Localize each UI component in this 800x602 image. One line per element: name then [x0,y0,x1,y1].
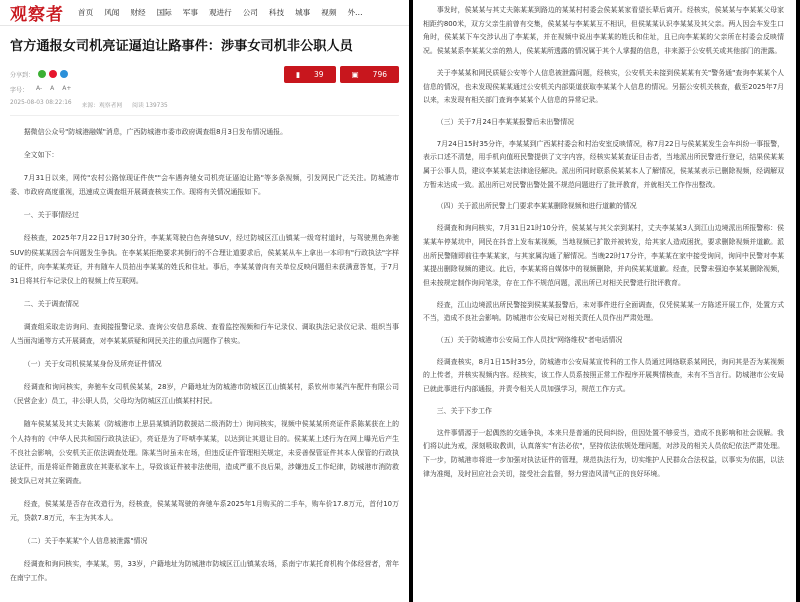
nav-item-company[interactable]: 公司 [242,8,258,17]
share-bar [10,66,399,82]
nav-item-military[interactable]: 军事 [182,8,198,17]
comment-count: 39 [308,68,330,81]
font-smaller-button[interactable]: A- [36,85,43,92]
qq-icon[interactable] [60,70,68,78]
font-size-label: 字号： [10,87,29,94]
paragraph: 经查，江山边境派出所民警接到侯某某报警后，未对事件进行全面调查，仅凭侯某某一方陈述开展工作，处置方式不当，造成不良社会影响。防城港市公安局已对相关责任人员作出严肃处理。 [423,300,784,323]
subsection-heading: （三）关于7月24日李某某报警后未出警情况 [436,117,574,126]
wechat-icon[interactable] [38,70,46,78]
article-body-left [0,125,409,585]
paragraph: 7月24日15时35分许，李某某到广西某村委会和村治安室反映情况，称7月22日与侯某某发生会车纠纷一事报警，表示口述不清楚，用手机向值班民警提供了文字内容，经核实某某查证目击者，当地派出所民警进行登记，结果侯某某属于公事人员，建议李某某走法律途径解决。派出所同时联系侯某某本人了解情况，侯某某表示已删除视频，经调解双方暂未达成一致。派出所已对民警出警处置不规范问题进行了批评教育，并就相关工作作出整改。 [423,139,784,189]
article-meta [10,100,399,116]
publish-date: 2025-08-03 08:22:16 [10,100,72,106]
section-heading: 一、关于事情经过 [23,211,79,220]
paragraph: 全文如下： [23,151,59,160]
subsection-heading: （五）关于防城港市公安局工作人员找"网络维权"者电话情况 [436,336,623,345]
paragraph: 7月31日以来，网传"农村公路惊现证件侠""会车遇奔驰女司机亮证逼迫让路"等多条视频，引发网民广泛关注。防城港市委、市政府高度重视，迅速成立调查组开展调查核实工作。现将有关情况通报如下。 [10,174,399,197]
nav-item-home[interactable]: 首页 [78,8,94,17]
section-heading: 三、关于下步工作 [436,406,492,415]
comment-icon: ▮ [290,68,306,81]
nav-item-tech[interactable]: 科技 [268,8,285,17]
font-size-bar [10,85,399,94]
right-page [413,0,796,602]
paragraph: 据微信公众号"防城港融媒"消息，广西防城港市委市政府调查组8月3日发布情况通报。 [23,128,287,136]
nav-item-international[interactable]: 国际 [156,8,172,17]
subsection-heading: （四）关于派出所民警上门要求李某某删除视频和进行道歉的情况 [436,202,637,211]
paragraph: 关于李某某和网民质疑公安等个人信息被泄露问题，经核实，公安机关未接到侯某某有关"警务通"查询李某某个人信息的情况，也未发现侯某某通过公安机关内部渠道获取李某某个人信息的情况。另据公安机关核查，截至2025年7月以来，未发现有相关部门查询李某某个人信息的异常记录。 [423,68,784,105]
paragraph: 经调查和询问核实，李某某，男，33岁，户籍地址为防城港市防城区江山镇某农场，系南宁市某托育机构个体经营者，常年在南宁工作。 [10,560,399,583]
like-icon: ▣ [346,68,365,81]
font-larger-button[interactable]: A+ [62,85,72,92]
read-count: 阅读 139735 [132,103,168,109]
comment-count-button[interactable] [284,66,336,83]
nav-item-city[interactable]: 城事 [295,8,311,17]
font-normal-button[interactable]: A [50,85,55,92]
paragraph: 经核查，2025年7月22日17时30分许，李某某驾驶白色奔驰SUV，经过防城区江山镇某一级弯村道时，与驾驶黑色奔驰SUV的侯某某因会车问题发生争执。在李某某拒绝要求其倒行的不合理让道要求后，侯某某从车上拿出一本印有"行政执法"字样的证件，向李某某亮证，并有随车人员拍出李某某的姓氏和住址。事后，李某某曾向有关单位反映问题但未获满意答复，于7月31日将其行车记录仪上的视频上传互联网。 [10,234,399,285]
main-nav [78,7,374,18]
nav-item-video[interactable]: 视频 [321,8,337,17]
paragraph: 这件事情源于一起偶然的交通争执，本来只是普通的民间纠纷，但因处置不够妥当，造成不良影响和社会误解。我们将以此为戒，深刻吸取教训，认真落实"有法必依"，坚持依法依规处理问题，对涉及的相关人员依纪依法严肃处理。下一步，防城港市将进一步加强对执法证件的管理，规范执法行为，切实维护人民群众合法权益，以事实为依据，以法律为准绳，及时回应社会关切，接受社会监督，努力营造风清气正的良好环境。 [423,428,784,478]
paragraph: 调查组采取走访询问、查阅接报警记录、查询公安信息系统、查看监控视频和行车记录仪、调取执法记录仪记录、组织当事人当面沟通等方式开展调查，对李某某质疑和网民关注的重点问题作了核实。 [10,322,399,346]
top-nav-bar [0,0,409,26]
nav-item-fengwen[interactable]: 风闻 [104,8,120,17]
nav-item-finance[interactable]: 财经 [130,8,146,17]
like-count-button[interactable] [340,66,399,83]
article-body-right [413,4,796,481]
site-logo[interactable]: 观察者 [10,5,64,25]
share-label: 分享到： [10,71,35,79]
paragraph: 经调查核实，8月1日15时35分，防城港市公安局某宣传科的工作人员通过网络联系某网民，询问其是否为某视频的上传者，并核实视频内容。经核实，该工作人员系按照正常工作程序开展舆情核查，未有不当言行。防城港市公安局已就此事进行内部通报，并责令相关人员加强学习，规范工作方式。 [423,357,784,394]
subsection-heading: （二）关于李某某"个人信息被泄露"情况 [23,537,148,546]
paragraph: 随车侯某某及其丈夫陈某（防城港市上思县某镇消防救援站二级消防士）询问核实，视频中侯某某所亮证件系陈某获在上的个人持有的《中华人民共和国行政执法证》，亮证是为了吓唬李某某，以达到让其退让目的。侯某某上述行为在网上曝光后产生不良社会影响，公安机关正依法调查处理。陈某当时虽未在场，但违反证件管理相关规定，未妥善保管证件其本人保管的行政执法证件，而是将证件随意放在其妻私家车上，导致该证件被非法使用，造成严重不良后果，涉嫌违反工作纪律，防城港市消防救援支队已对其立案调查。 [10,420,399,485]
paragraph: 事发时，侯某某与其丈夫陈某某到路边的某某村村委会侯某某家看望长辈后离开。经核实，侯某某与李某某父母家相距约800米，双方父亲生前曾有交集，侯某某与李某某互不相识，但侯某某认识李某某及其父亲。两人因会车发生口角时，侯某某下车交涉认出了李某某，并在视频中说出李某某的姓氏和住址，且已向李某某的父亲所在村委会反映情况。侯某某系李某某父亲的熟人，侯某某所透露的情况属于其个人掌握的信息，非来源于公安机关或其他部门的泄露。 [423,6,784,56]
article-title: 官方通报女司机亮证逼迫让路事件：涉事女司机非公职人员 [10,39,353,54]
nav-item-guanjinxing[interactable]: 观进行 [208,8,232,17]
article-source: 来源：观察者网 [81,103,123,109]
paragraph: 经查，侯某某是否存在改造行为，经核查，侯某某驾驶的奔驰车系2025年1月购买的二手车，购车价17.8万元，首付10万元，贷款7.8万元，车主为其本人。 [10,499,399,522]
weibo-icon[interactable] [49,70,57,78]
subsection-heading: （一）关于女司机侯某某身份及所亮证件情况 [23,360,162,369]
like-count: 796 [367,68,393,81]
paragraph: 经调查和询问核实，奔驰车女司机侯某某，28岁，户籍地址为防城港市防城区江山镇某村，系钦州市某汽车配件有限公司（民营企业）员工，非公职人员，父母均为防城区江山镇某村村民。 [10,383,399,406]
nav-item-more[interactable]: 外… [347,8,363,17]
section-heading: 二、关于调查情况 [23,299,79,308]
paragraph: 经调查和询问核实，7月31日21时10分许，侯某某与其父亲到某村，丈夫李某某3人到江山边境派出所报警称：侯某某车停某坑中，网民在抖音上发布某视频，当地视频已扩散并被转发，给其家人造成困扰，要求删除视频并道歉。派出所民警随即前往李某某家，与其家属沟通了解情况。当晚22时17分许，李某某在家中接受询问，询问中民警对李某某提出删除视频的建议。此后，李某某将自媒体中的视频删除，并向侯某某道歉。经查，民警未强迫李某某删除视频，但未按规定制作询问笔录，存在工作不规范问题，派出所已对相关民警进行批评教育。 [423,224,784,287]
